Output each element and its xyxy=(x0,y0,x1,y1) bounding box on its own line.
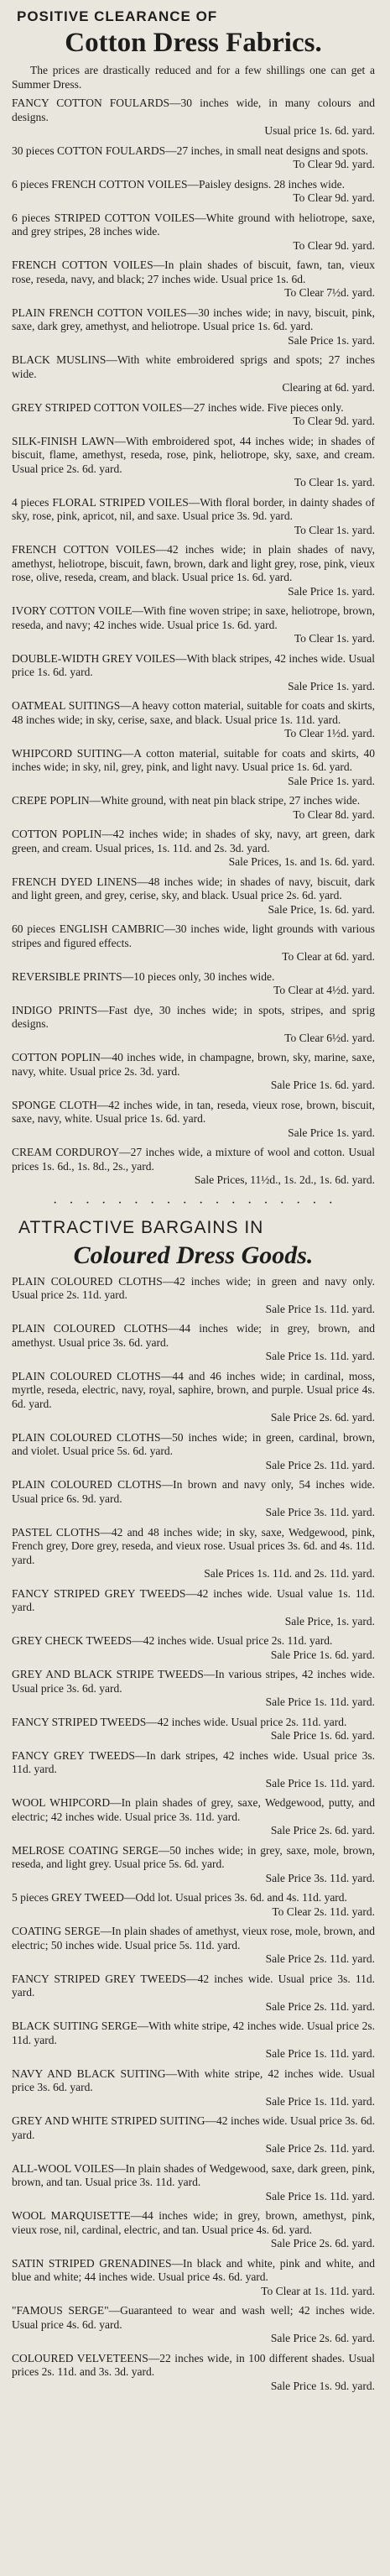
item-price: Sale Price 1s. 9d. yard. xyxy=(270,2379,375,2392)
item-price: Sale Price 1s. 11d. yard. xyxy=(265,1302,375,1315)
item-description: COTTON POPLIN—42 inches wide; in shades of sky, navy, art green, dark green, and cream. Usual prices, 1s. 11d. and 2s. 3d. yard. xyxy=(12,828,375,854)
list-item xyxy=(12,401,375,429)
section-heading-large: Cotton Dress Fabrics. xyxy=(65,28,322,58)
list-item xyxy=(12,2162,375,2204)
item-description: FRENCH COTTON VOILES—In plain shades of biscuit, fawn, tan, vieux rose, reseda, navy, and black; 27 inches wide. Usual price 1s. 6d. xyxy=(12,259,375,285)
item-list xyxy=(12,97,375,1188)
item-price: Sale Price 2s. 6d. yard. xyxy=(270,2332,375,2344)
list-item xyxy=(12,747,375,789)
list-item xyxy=(12,353,375,395)
item-description: 6 pieces FRENCH COTTON VOILES—Paisley designs. 28 inches wide. xyxy=(12,177,345,191)
item-description: FANCY STRIPED GREY TWEEDS—42 inches wide. Usual value 1s. 11d. yard. xyxy=(12,1586,375,1613)
item-description: 4 pieces FLORAL STRIPED VOILES—With floral border, in dainty shades of sky, rose, pink, apricot, nil, and saxe. Usual price 3s. 9d. yard. xyxy=(12,495,375,522)
item-description: GREY AND BLACK STRIPE TWEEDS—In various stripes, 42 inches wide. Usual price 3s. 6d. yard. xyxy=(12,1668,375,1695)
list-item xyxy=(12,794,375,822)
item-description: DOUBLE-WIDTH GREY VOILES—With black stripes, 42 inches wide. Usual price 1s. 6d. yard. xyxy=(12,651,375,678)
item-price: Sale Price 3s. 11d. yard. xyxy=(265,1871,375,1884)
item-price: Sale Price, 1s. yard. xyxy=(284,1614,375,1628)
list-item xyxy=(12,922,375,964)
item-price: Sale Price 2s. 11d. yard. xyxy=(265,2142,375,2155)
item-price: To Clear 8d. yard. xyxy=(293,807,375,821)
item-description: REVERSIBLE PRINTS—10 pieces only, 30 inches wide. xyxy=(12,969,275,983)
item-description: FRENCH COTTON VOILES—42 inches wide; in plain shades of navy, amethyst, heliotrope, biscuit, fawn, brown, dark and light grey, rose, pink, vieux rose, olive, reseda, cream, and black. Usual price 1s. 6d. yard. xyxy=(12,543,375,583)
item-description: CREAM CORDUROY—27 inches wide, a mixture of wool and cotton. Usual prices 1s. 6d., 1s. 8d., 2s., yard. xyxy=(12,1146,375,1173)
list-item xyxy=(12,1925,375,1967)
item-price: To Clear 9d. yard. xyxy=(293,415,375,427)
item-description: FANCY STRIPED TWEEDS—42 inches wide. Usual price 2s. 11d. yard. xyxy=(12,1715,347,1728)
item-description: COTTON POPLIN—40 inches wide, in champagne, brown, sky, marine, saxe, navy, white. Usual price 2s. 3d. yard. xyxy=(12,1051,375,1078)
item-price: Sale Prices 1s. 11d. and 2s. 11d. yard. xyxy=(204,1567,375,1580)
item-price: Sale Prices, 1s. and 1s. 6d. yard. xyxy=(228,855,375,868)
item-description: WHIPCORD SUITING—A cotton material, suitable for coats and skirts, 40 inches wide; in sky, nil, grey, pink, and light navy. Usual price 1s. 6d. yard. xyxy=(12,746,375,773)
item-price: To Clear 2s. 11d. yard. xyxy=(272,1905,375,1918)
item-price: Sale Price 1s. 11d. yard. xyxy=(265,1776,375,1790)
item-price: To Clear 1½d. yard. xyxy=(284,727,375,739)
item-price: Sale Price 2s. 11d. yard. xyxy=(265,1458,375,1471)
list-item xyxy=(12,543,375,598)
item-price: To Clear 7½d. yard. xyxy=(284,286,375,299)
item-description: SPONGE CLOTH—42 inches wide, in tan, reseda, vieux rose, brown, biscuit, saxe, navy, white. Usual price 1s. 6d. yard. xyxy=(12,1098,375,1125)
item-price: Sale Price 1s. yard. xyxy=(288,679,375,692)
item-description: 5 pieces GREY TWEED—Odd lot. Usual prices 3s. 6d. and 4s. 11d. yard. xyxy=(12,1891,347,1904)
list-item xyxy=(12,1478,375,1520)
item-price: Sale Price 2s. 11d. yard. xyxy=(265,1952,375,1965)
list-item xyxy=(12,2352,375,2394)
item-description: FANCY COTTON FOULARDS—30 inches wide, in many colours and designs. xyxy=(12,97,375,123)
item-price: To Clear 1s. yard. xyxy=(294,523,375,536)
list-item xyxy=(12,2304,375,2346)
list-item xyxy=(12,652,375,694)
item-price: To Clear 9d. yard. xyxy=(293,158,375,170)
list-item xyxy=(12,2020,375,2061)
item-description: 6 pieces STRIPED COTTON VOILES—White ground with heliotrope, saxe, and grey stripes, 28 inches wide. xyxy=(12,211,375,238)
list-item xyxy=(12,699,375,741)
item-price: Sale Price 1s. yard. xyxy=(288,1126,375,1139)
list-item xyxy=(12,875,375,917)
list-item xyxy=(12,1431,375,1473)
item-description: COLOURED VELVETEENS—22 inches wide, in 100 different shades. Usual prices 2s. 11d. and 3s. 3d. yard. xyxy=(12,2351,375,2378)
list-item xyxy=(12,1146,375,1188)
item-description: FANCY GREY TWEEDS—In dark stripes, 42 inches wide. Usual price 3s. 11d. yard. xyxy=(12,1748,375,1775)
item-price: Sale Price 3s. 11d. yard. xyxy=(265,1506,375,1518)
section-heading-small: ATTRACTIVE BARGAINS IN xyxy=(18,1217,264,1237)
item-price: To Clear 9d. yard. xyxy=(293,238,375,252)
list-item xyxy=(12,178,375,206)
list-item xyxy=(12,1370,375,1425)
item-description: NAVY AND BLACK SUITING—With white stripe, 42 inches wide. Usual price 3s. 6d. yard. xyxy=(12,2067,375,2093)
item-description: SATIN STRIPED GRENADINES—In black and white, pink and white, and blue and white; 44 inches wide. Usual price 4s. 6d. yard. xyxy=(12,2256,375,2283)
list-item xyxy=(12,1275,375,1317)
item-price: To Clear 6½d. yard. xyxy=(284,1031,375,1044)
item-description: FANCY STRIPED GREY TWEEDS—42 inches wide. Usual price 3s. 11d. yard. xyxy=(12,1972,375,1999)
list-item xyxy=(12,2067,375,2109)
list-item xyxy=(12,496,375,538)
item-price: To Clear 1s. yard. xyxy=(294,632,375,645)
item-description: PLAIN COLOURED CLOTHS—44 inches wide; in grey, brown, and amethyst. Usual price 3s. 6d. yard. xyxy=(12,1322,375,1349)
item-description: GREY AND WHITE STRIPED SUITING—42 inches wide. Usual price 3s. 6d. yard. xyxy=(12,2114,375,2141)
item-description: INDIGO PRINTS—Fast dye, 30 inches wide; in spots, stripes, and sprig designs. xyxy=(12,1003,375,1030)
item-description: MELROSE COATING SERGE—50 inches wide; in grey, saxe, mole, brown, reseda, and light grey. Usual price 5s. 6d. yard. xyxy=(12,1843,375,1870)
item-description: "FAMOUS SERGE"—Guaranteed to wear and wash well; 42 inches wide. Usual price 4s. 6d. yard. xyxy=(12,2304,375,2331)
list-item xyxy=(12,306,375,348)
list-item xyxy=(12,1972,375,2014)
item-description: 30 pieces COTTON FOULARDS—27 inches, in small neat designs and spots. xyxy=(12,144,368,157)
item-list xyxy=(12,1275,375,2394)
list-item xyxy=(12,1796,375,1838)
item-description: PASTEL CLOTHS—42 and 48 inches wide; in sky, saxe, Wedgewood, pink, French grey, Dore grey, reseda, and vieux rose. Usual prices 3s. 6d. and 4s. 11d. yard. xyxy=(12,1525,375,1566)
section-heading-large: Coloured Dress Goods. xyxy=(73,1241,314,1269)
item-price: Sale Price 1s. yard. xyxy=(288,333,375,347)
item-price: Sale Price 1s. 6d. yard. xyxy=(270,1729,375,1742)
item-price: Sale Price 1s. yard. xyxy=(288,584,375,598)
item-description: BLACK MUSLINS—With white embroidered sprigs and spots; 27 inches wide. xyxy=(12,353,375,380)
list-item xyxy=(12,970,375,998)
list-item xyxy=(12,2209,375,2251)
item-price: Sale Price 1s. yard. xyxy=(288,774,375,787)
item-description: PLAIN FRENCH COTTON VOILES—30 inches wide; in navy, biscuit, pink, saxe, dark grey, amethyst, and heliotrope. Usual price 1s. 6d. yard. xyxy=(12,306,375,332)
cotton-clearance-section xyxy=(0,8,390,1188)
item-description: WOOL WHIPCORD—In plain shades of grey, saxe, Wedgewood, putty, and electric; 42 inches wide. Usual price 3s. 11d. yard. xyxy=(12,1796,375,1823)
item-description: SILK-FINISH LAWN—With embroidered spot, 44 inches wide; in shades of biscuit, flame, amethyst, reseda, rose, pink, heliotrope, sky, saxe, and cream. Usual price 2s. 6d. yard. xyxy=(12,434,375,475)
item-description: PLAIN COLOURED CLOTHS—42 inches wide; in green and navy only. Usual price 2s. 11d. yard. xyxy=(12,1274,375,1301)
list-item xyxy=(12,1716,375,1743)
list-item xyxy=(12,604,375,646)
item-description: PLAIN COLOURED CLOTHS—In brown and navy only, 54 inches wide. Usual price 6s. 9d. yard. xyxy=(12,1478,375,1505)
item-description: IVORY COTTON VOILE—With fine woven stripe; in saxe, heliotrope, brown, reseda, and navy; 42 inches wide. Usual price 1s. 6d. yard. xyxy=(12,604,375,631)
item-description: PLAIN COLOURED CLOTHS—50 inches wide; in green, cardinal, brown, and violet. Usual price 5s. 6d. yard. xyxy=(12,1430,375,1457)
item-price: Sale Price 1s. 6d. yard. xyxy=(270,1079,375,1091)
list-item xyxy=(12,1322,375,1364)
list-item xyxy=(12,1668,375,1710)
item-price: Sale Price 2s. 11d. yard. xyxy=(265,1999,375,2013)
item-description: CREPE POPLIN—White ground, with neat pin black stripe, 27 inches wide. xyxy=(12,794,361,807)
item-description: WOOL MARQUISETTE—44 inches wide; in grey, brown, amethyst, pink, vieux rose, nil, cardinal, electric, and tan. Usual price 4s. 6d. yard. xyxy=(12,2209,375,2236)
item-price: Sale Price 2s. 6d. yard. xyxy=(270,1824,375,1837)
item-description: GREY CHECK TWEEDS—42 inches wide. Usual price 2s. 11d. yard. xyxy=(12,1634,333,1647)
list-item xyxy=(12,1587,375,1629)
list-item xyxy=(12,1099,375,1141)
item-price: To Clear at 1s. 11d. yard. xyxy=(261,2284,375,2297)
list-item xyxy=(12,435,375,490)
list-item xyxy=(12,828,375,870)
item-price: Sale Price 1s. 11d. yard. xyxy=(265,1350,375,1362)
item-price: To Clear at 4½d. yard. xyxy=(273,984,375,996)
item-description: BLACK SUITING SERGE—With white stripe, 42 inches wide. Usual price 2s. 11d. yard. xyxy=(12,2020,375,2046)
item-price: Clearing at 6d. yard. xyxy=(282,381,375,394)
section-intro: The prices are drastically reduced and for a few shillings one can get a Summer Dress. xyxy=(12,64,375,91)
list-item xyxy=(12,212,375,253)
item-description: GREY STRIPED COTTON VOILES—27 inches wide. Five pieces only. xyxy=(12,400,344,414)
list-item xyxy=(12,1004,375,1046)
item-description: 60 pieces ENGLISH CAMBRIC—30 inches wide, light grounds with various stripes and figured effects. xyxy=(12,922,375,949)
list-item xyxy=(12,1891,375,1919)
list-item xyxy=(12,1634,375,1662)
list-item xyxy=(12,1844,375,1886)
item-price: Sale Prices, 11½d., 1s. 2d., 1s. 6d. yard. xyxy=(194,1173,375,1186)
item-price: Usual price 1s. 6d. yard. xyxy=(264,124,375,137)
item-description: PLAIN COLOURED CLOTHS—44 and 46 inches wide; in cardinal, moss, myrtle, reseda, electric, navy, royal, saphire, brown, and purple. Usual price 4s. 6d. yard. xyxy=(12,1369,375,1410)
item-price: Sale Price 1s. 11d. yard. xyxy=(265,2189,375,2202)
item-description: ALL-WOOL VOILES—In plain shades of Wedgewood, saxe, dark green, pink, brown, and tan. Usual price 3s. 11d. yard. xyxy=(12,2161,375,2188)
item-price: Sale Price 1s. 11d. yard. xyxy=(265,1696,375,1708)
list-item xyxy=(12,97,375,138)
item-price: Sale Price 2s. 6d. yard. xyxy=(270,2237,375,2249)
item-description: OATMEAL SUITINGS—A heavy cotton material, suitable for coats and skirts, 48 inches wide; in sky, cerise, saxe, and black. Usual price 1s. 11d. yard. xyxy=(12,699,375,726)
item-price: Sale Price 1s. 11d. yard. xyxy=(265,2047,375,2060)
list-item xyxy=(12,259,375,300)
item-price: To Clear 1s. yard. xyxy=(294,476,375,489)
item-price: To Clear 9d. yard. xyxy=(293,191,375,204)
item-description: FRENCH DYED LINENS—48 inches wide; in shades of navy, biscuit, dark and light green, and grey, cerise, sky, and black. Usual price 2s. 6d. yard. xyxy=(12,875,375,901)
list-item xyxy=(12,1051,375,1093)
coloured-dress-goods-section xyxy=(0,1218,390,2394)
item-price: Sale Price, 1s. 6d. yard. xyxy=(268,902,375,916)
item-price: Sale Price 1s. 11d. yard. xyxy=(265,2094,375,2108)
item-price: Sale Price 1s. 6d. yard. xyxy=(270,1648,375,1661)
section-divider: · · · · · · · · · · · · · · · · · · xyxy=(53,1195,337,1210)
section-heading-small: POSITIVE CLEARANCE OF xyxy=(17,8,218,24)
item-price: To Clear at 6d. yard. xyxy=(282,950,375,963)
list-item xyxy=(12,2114,375,2156)
list-item xyxy=(12,1749,375,1791)
item-description: COATING SERGE—In plain shades of amethyst, vieux rose, mole, brown, and electric; 50 inches wide. Usual price 5s. 11d. yard. xyxy=(12,1925,375,1952)
list-item xyxy=(12,2257,375,2299)
item-price: Sale Price 2s. 6d. yard. xyxy=(270,1411,375,1424)
list-item xyxy=(12,1526,375,1581)
list-item xyxy=(12,144,375,172)
